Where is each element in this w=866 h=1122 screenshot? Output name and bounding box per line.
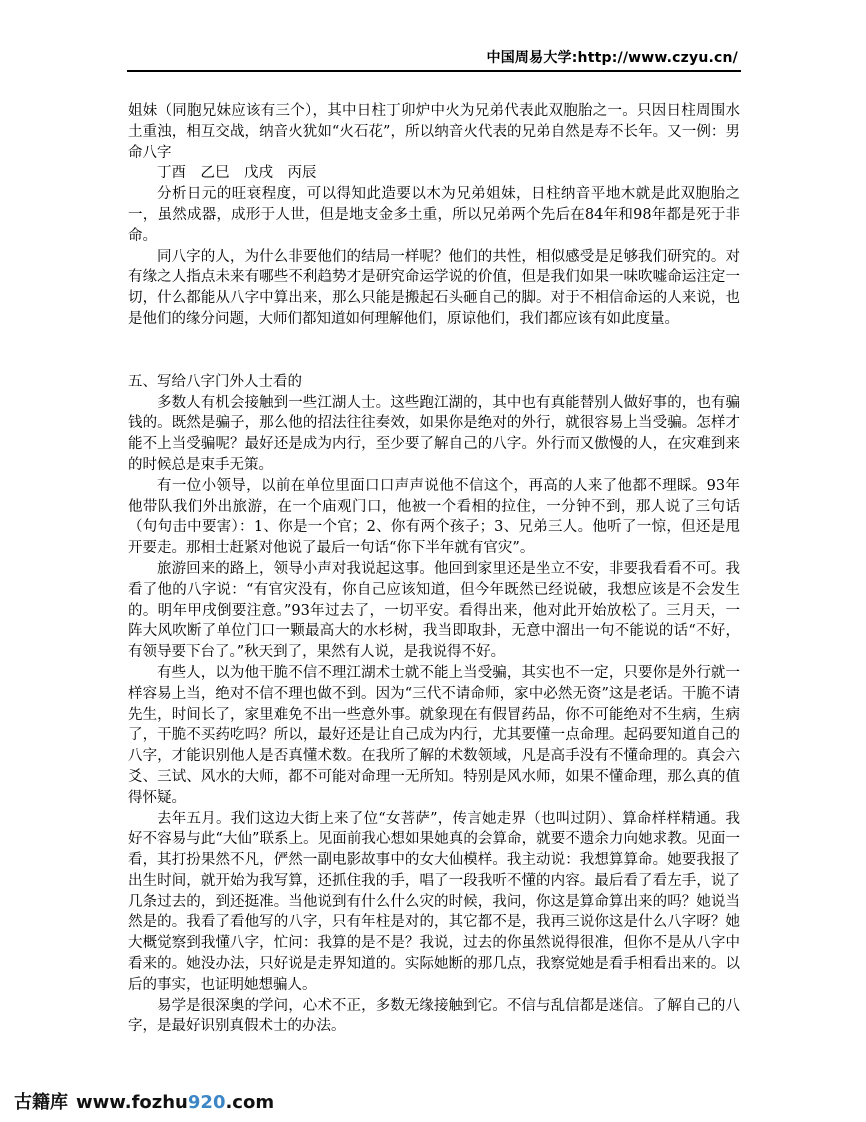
paragraph: 旅游回来的路上，领导小声对我说起这事。他回到家里还是坐立不安，非要我看看不可。我看了他的八字说：“有官灾没有，你自己应该知道，但今年既然已经说破，我想应该是不会发生的。明年甲戌倒要注意。”93年过去了，一切平安。看得出来，他对此开始放松了。三月天，一阵大风吹断了单位门口一颗最高大的水杉树，我当即取卦，无意中溜出一句不能说的话“不好，有领导要下台了。”秋天到了，果然有人说，是我说得不好。 <box>128 560 740 661</box>
paragraph: 姐妹（同胞兄妹应该有三个），其中日柱丁卯炉中火为兄弟代表此双胞胎之一。只因日柱周围水土重浊，相互交战，纳音火犹如“火石花”，所以纳音火代表的兄弟自然是寿不长年。又一例：男命八字 <box>128 103 740 161</box>
paragraph: 分析日元的旺衰程度，可以得知此造要以木为兄弟姐妹，日柱纳音平地木就是此双胞胎之一，虽然成器，成形于人世，但是地支金多土重，所以兄弟两个先后在84年和98年都是死于非命。 <box>128 186 740 244</box>
footer-url-number: 920 <box>187 1092 226 1113</box>
footer-url-suffix: .com <box>225 1092 275 1113</box>
paragraph: 同八字的人，为什么非要他们的结局一样呢？他们的共性，相似感受是足够我们研究的。对有缘之人指点未来有哪些不利趋势才是研究命运学说的价值，但是我们如果一味吹嘘命运注定一切，什么都能从八字中算出来，那么只能是搬起石头砸自己的脚。对于不相信命运的人来说，也是他们的缘分问题，大师们都知道如何理解他们，原谅他们，我们都应该有如此度量。 <box>128 248 740 327</box>
paragraph: 有些人，以为他干脆不信不理江湖术士就不能上当受骗，其实也不一定，只要你是外行就一样容易上当，绝对不信不理也做不到。因为“三代不请命师，家中必然无资”这是老话。干脆不请先生，时间长了，家里难免不出一些意外事。就象现在有假冒药品，你不可能绝对不生病，生病了，干脆不买药吃吗？所以，最好还是让自己成为内行，尤其要懂一点命理。起码要知道自己的八字，才能识别他人是否真懂术数。在我所了解的术数领域，凡是高手没有不懂命理的。真会六爻、三试、风水的大师，都不可能对命理一无所知。特别是风水师，如果不懂命理，那么真的值得怀疑。 <box>128 664 740 806</box>
document-body <box>128 101 740 1037</box>
header-rule <box>127 70 741 72</box>
footer-watermark <box>14 1088 274 1114</box>
footer-url-prefix: www.fozhu <box>76 1092 188 1113</box>
site-header: 中国周易大学:http://www.czyu.cn/ <box>486 50 738 66</box>
section-gap <box>128 330 740 372</box>
footer-brand: 古籍库 <box>14 1092 68 1113</box>
footer-url[interactable] <box>76 1092 274 1113</box>
paragraph: 易学是很深奥的学问，心术不正，多数无缘接触到它。不信与乱信都是迷信。了解自己的八字，是最好识别真假术士的办法。 <box>128 997 740 1035</box>
paragraph: 有一位小领导，以前在单位里面口口声声说他不信这个，再高的人来了他都不理睬。93年他带队我们外出旅游，在一个庙观门口，他被一个看相的拉住，一分钟不到，那人说了三句话（句句击中要害）：1、你是一个官；2、你有两个孩子；3、兄弟三人。他听了一惊，但还是甩开要走。那相士赶紧对他说了最后一句话“你下半年就有官灾”。 <box>128 477 740 557</box>
paragraph: 多数人有机会接触到一些江湖人士。这些跑江湖的，其中也有真能替别人做好事的，也有骗钱的。既然是骗子，那么他的招法往往奏效，如果你是绝对的外行，就很容易上当受骗。怎样才能不上当受骗呢？最好还是成为内行，至少要了解自己的八字。外行而又傲慢的人，在灾难到来的时候总是束手无策。 <box>128 394 740 473</box>
section-title: 五、写给八字门外人士看的 <box>128 373 302 390</box>
paragraph: 去年五月。我们这边大街上来了位“女菩萨”，传言她走界（也叫过阴）、算命样样精通。我好不容易与此“大仙”联系上。见面前我心想如果她真的会算命，就要不遗余力向她求教。见面一看，其打扮果然不凡，俨然一副电影故事中的女大仙模样。我主动说：我想算算命。她要我报了出生时间，就开始为我写算，还抓住我的手，唱了一段我听不懂的内容。最后看了看左手，说了几条过去的，到还挺准。当他说到有什么什么灾的时候，我问，你这是算命算出来的吗？她说当然是的。我看了看他写的八字，只有年柱是对的，其它都不是，我再三说你这是什么八字呀？她大概觉察到我懂八字，忙问：我算的是不是？我说，过去的你虽然说得很准，但你不是从八字中看来的。她没办法，只好说是走界知道的。实际她断的那几点，我察觉她是看手相看出来的。以后的事实，也证明她想骗人。 <box>128 810 740 993</box>
bazi-line: 丁酉 乙巳 戊戌 丙辰 <box>157 165 317 182</box>
